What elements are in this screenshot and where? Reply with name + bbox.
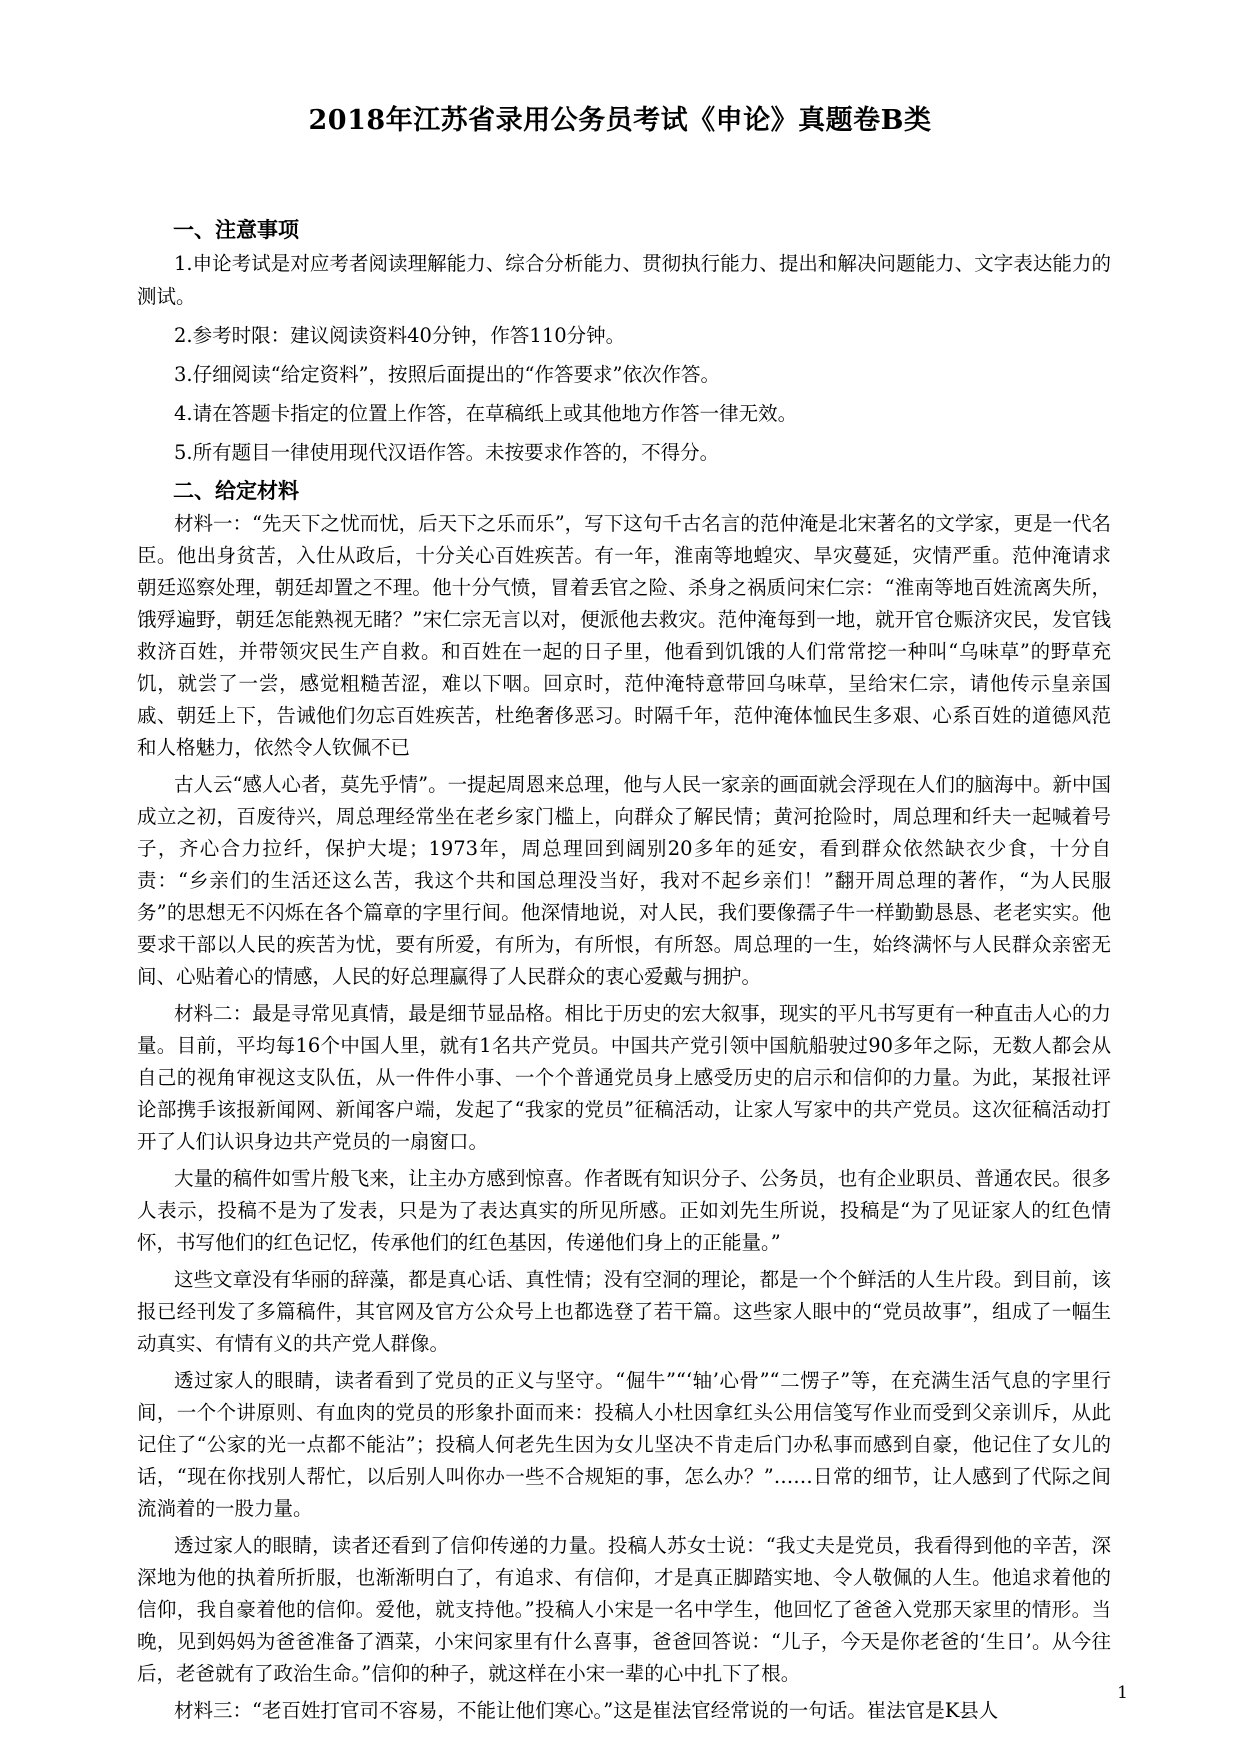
notice-item: 4.请在答题卡指定的位置上作答，在草稿纸上或其他地方作答一律无效。: [174, 402, 798, 425]
material-paragraph: 材料二：最是寻常见真情，最是细节显品格。相比于历史的宏大叙事，现实的平凡书写更有一种直击人心的力量。目前，平均每16个中国人里，就有1名共产党员。中国共产党引领中国航船驶过90多年之际，无数人都会从自己的视角审视这支队伍，从一件件小事、一个个普通党员身上感受历史的启示和信仰的力量。为此，某报社评论部携手该报新闻网、新闻客户端，发起了“我家的党员”征稿活动，让家人写家中的共产党员。这次征稿活动打开了人们认识身边共产党员的一扇窗口。: [137, 1002, 1111, 1153]
document-body: [137, 214, 1111, 1732]
material-paragraph: 古人云“感人心者，莫先乎情”。一提起周恩来总理，他与人民一家亲的画面就会浮现在人们的脑海中。新中国成立之初，百废待兴，周总理经常坐在老乡家门槛上，向群众了解民情；黄河抢险时，周总理和纤夫一起喊着号子，齐心合力拉纤，保护大堤；1973年，周总理回到阔别20多年的延安，看到群众依然缺衣少食，十分自责：“乡亲们的生活还这么苦，我这个共和国总理没当好，我对不起乡亲们！”翻开周总理的著作，“为人民服务”的思想无不闪烁在各个篇章的字里行间。他深情地说，对人民，我们要像孺子牛一样勤勤恳恳、老老实实。他要求干部以人民的疾苦为忧，要有所爱，有所为，有所恨，有所怒。周总理的一生，始终满怀与人民群众亲密无间、心贴着心的情感，人民的好总理赢得了人民群众的衷心爱戴与拥护。: [137, 773, 1111, 988]
notice-item: 2.参考时限：建议阅读资料40分钟，作答110分钟。: [174, 324, 626, 347]
notice-item: 3.仔细阅读“给定资料”，按照后面提出的“作答要求”依次作答。: [174, 363, 720, 386]
material-paragraph: 这些文章没有华丽的辞藻，都是真心话、真性情；没有空洞的理论，都是一个个鲜活的人生片段。到目前，该报已经刊发了多篇稿件，其官网及官方公众号上也都选登了若干篇。这些家人眼中的“党员故事”，组成了一幅生动真实、有情有义的共产党人群像。: [137, 1268, 1111, 1355]
page-number: 1: [1117, 1683, 1128, 1703]
material-paragraph: 大量的稿件如雪片般飞来，让主办方感到惊喜。作者既有知识分子、公务员，也有企业职员、普通农民。很多人表示，投稿不是为了发表，只是为了表达真实的所见所感。正如刘先生所说，投稿是“为了见证家人的红色情怀，书写他们的红色记忆，传承他们的红色基因，传递他们身上的正能量。”: [137, 1167, 1111, 1254]
material-paragraph: 透过家人的眼睛，读者看到了党员的正义与坚守。“倔牛”“‘轴’心骨”“二愣子”等，在充满生活气息的字里行间，一个个讲原则、有血肉的党员的形象扑面而来：投稿人小杜因拿红头公用信笺写作业而受到父亲训斥，从此记住了“公家的光一点都不能沾”；投稿人何老先生因为女儿坚决不肯走后门办私事而感到自豪，他记住了女儿的话，“现在你找别人帮忙，以后别人叫你办一些不合规矩的事，怎么办？”……日常的细节，让人感到了代际之间流淌着的一股力量。: [137, 1369, 1111, 1520]
document-title: 2018年江苏省录用公务员考试《申论》真题卷B类: [308, 105, 932, 136]
section-heading-materials: 二、给定材料: [173, 479, 299, 503]
section-heading-notice: 一、注意事项: [173, 218, 299, 242]
notice-item: 1.申论考试是对应考者阅读理解能力、综合分析能力、贯彻执行能力、提出和解决问题能力、文字表达能力的测试。: [137, 252, 1111, 308]
material-paragraph: 材料一：“先天下之忧而忧，后天下之乐而乐”，写下这句千古名言的范仲淹是北宋著名的文学家，更是一代名臣。他出身贫苦，入仕从政后，十分关心百姓疾苦。有一年，淮南等地蝗灾、旱灾蔓延，灾情严重。范仲淹请求朝廷巡察处理，朝廷却置之不理。他十分气愤，冒着丢官之险、杀身之祸质问宋仁宗：“淮南等地百姓流离失所，饿殍遍野，朝廷怎能熟视无睹？”宋仁宗无言以对，便派他去救灾。范仲淹每到一地，就开官仓赈济灾民，发官钱救济百姓，并带领灾民生产自救。和百姓在一起的日子里，他看到饥饿的人们常常挖一种叫“乌味草”的野草充饥，就尝了一尝，感觉粗糙苦涩，难以下咽。回京时，范仲淹特意带回乌味草，呈给宋仁宗，请他传示皇亲国戚、朝廷上下，告诫他们勿忘百姓疾苦，杜绝奢侈恶习。时隔千年，范仲淹体恤民生多艰、心系百姓的道德风范和人格魅力，依然令人钦佩不已: [137, 512, 1111, 759]
material-paragraph: 透过家人的眼睛，读者还看到了信仰传递的力量。投稿人苏女士说：“我丈夫是党员，我看得到他的辛苦，深深地为他的执着所折服，也渐渐明白了，有追求、有信仰，才是真正脚踏实地、令人敬佩的人生。他追求着他的信仰，我自豪着他的信仰。爱他，就支持他。”投稿人小宋是一名中学生，他回忆了爸爸入党那天家里的情形。当晚，见到妈妈为爸爸准备了酒菜，小宋问家里有什么喜事，爸爸回答说：“儿子，今天是你老爸的‘生日’。从今往后，老爸就有了政治生命。”信仰的种子，就这样在小宋一辈的心中扎下了根。: [137, 1534, 1111, 1685]
notice-item: 5.所有题目一律使用现代汉语作答。未按要求作答的，不得分。: [174, 441, 720, 464]
material-paragraph: 材料三：“老百姓打官司不容易，不能让他们寒心。”这是崔法官经常说的一句话。崔法官是K县人: [174, 1699, 999, 1722]
